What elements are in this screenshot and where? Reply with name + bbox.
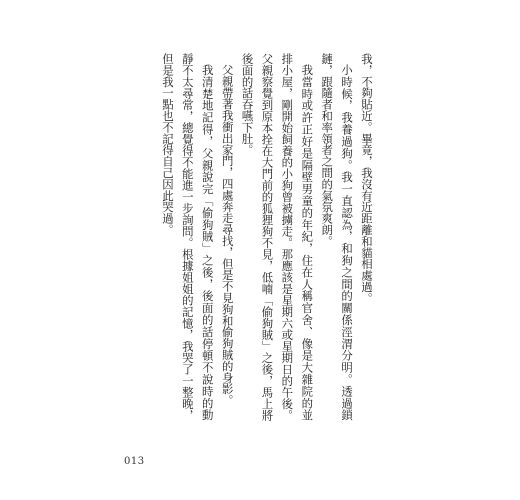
text-line: 父親帶著我衝出家門，四處奔走尋找，但是不見狗和偷狗賊的身影。 (220, 64, 235, 407)
text-line: 但是我一點也不記得自己因此哭過。 (160, 53, 175, 236)
text-line: 靜不太尋常，總覺得不能進一步詢問。根據姐姐的記憶，我哭了一整晚， (180, 53, 195, 421)
text-line: 我清楚地記得，父親說完「偷狗賊」之後，後面的話停頓不說時的動 (200, 64, 215, 421)
text-line: 後面的話吞嚥下肚。 (240, 53, 255, 156)
paragraph (217, 53, 237, 421)
text-line: 小時候，我養過狗。我一直認為，和狗之間的關係涇渭分明。透過鎖 (340, 64, 355, 421)
paragraph (316, 53, 356, 421)
paragraph (157, 53, 217, 421)
text-line: 我，不夠貼近。畢竟，我沒有近距離和貓相處過。 (360, 53, 374, 304)
page-number: 013 (124, 456, 145, 467)
paragraph (356, 53, 376, 421)
text-line: 排小屋，剛開始飼養的小狗曾被擄走。那應該是星期六或星期日的午後。 (280, 53, 295, 421)
paragraph (237, 53, 317, 421)
text-line: 父親察覺到原本拴在大門前的狐狸狗不見，低喃「偷狗賊」之後，馬上將 (260, 53, 275, 421)
text-line: 鏈，跟隨者和率領者之間的氣氛爽朗。 (320, 53, 335, 247)
body-text (154, 53, 376, 421)
text-line: 我當時或許正好是隔壁男童的年紀，住在人稱官舍、像是大雜院的並 (300, 64, 315, 421)
